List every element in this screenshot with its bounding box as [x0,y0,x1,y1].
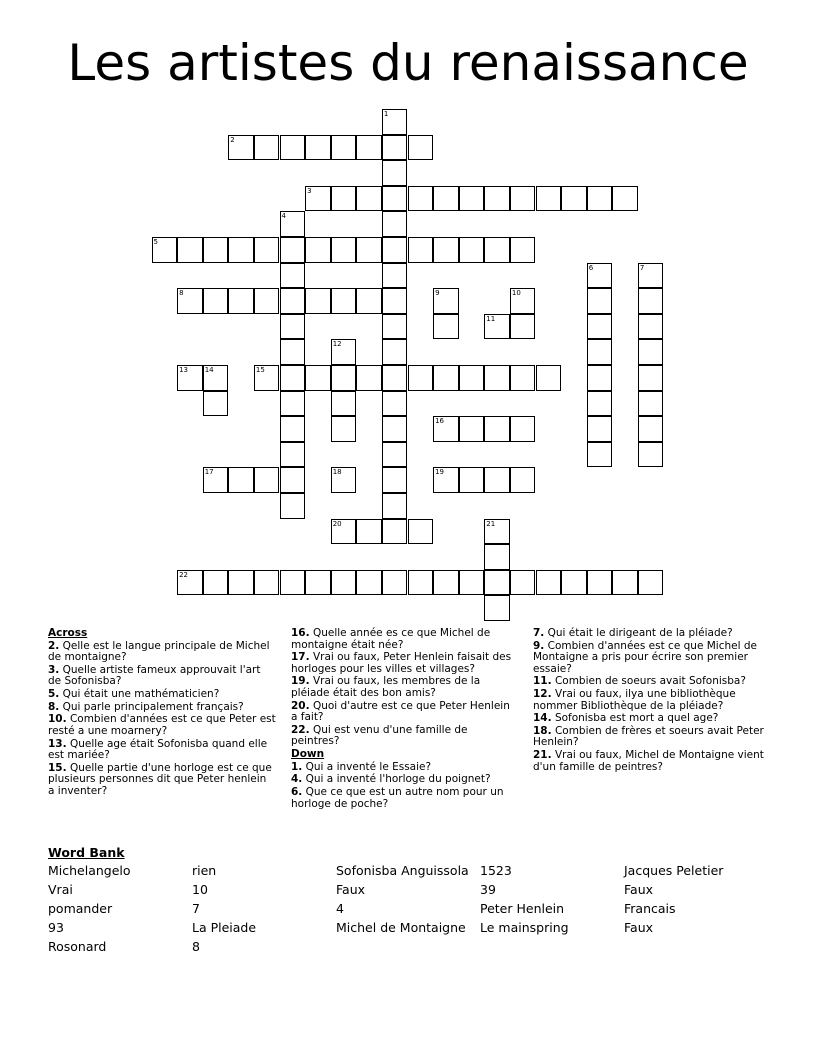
grid-cell[interactable] [331,570,357,596]
grid-cell[interactable] [433,570,459,596]
grid-cell[interactable] [331,391,357,417]
clue-number: 4. [291,773,303,786]
grid-cell[interactable] [587,442,613,468]
word-bank-word: 39 [480,882,496,897]
grid-cell[interactable] [459,365,485,391]
grid-cell[interactable] [408,570,434,596]
grid-cell[interactable] [280,493,306,519]
grid-cell[interactable] [228,135,254,161]
grid-cell[interactable] [177,237,203,263]
grid-cell[interactable] [382,467,408,493]
clue-number: 1 [383,110,389,118]
grid-cell[interactable] [433,314,459,340]
grid-cell[interactable] [228,288,254,314]
clue [533,628,765,640]
grid-cell[interactable] [254,288,280,314]
clue [291,762,515,774]
clue-number: 3 [307,186,312,195]
clue-number: 5. [48,688,60,701]
clue-text: Qui était le dirigeant de la pléiade? [544,627,733,639]
across-header: Across [48,627,88,639]
word-bank-word: rien [192,863,217,878]
grid-cell[interactable] [228,467,254,493]
grid-cell[interactable] [484,186,510,212]
grid-cell[interactable] [305,186,331,212]
grid-cell[interactable] [382,135,408,161]
clue-text: Vrai ou faux, Michel de Montaigne vient d'un famille de peintres? [533,749,764,773]
grid-cell[interactable] [254,135,280,161]
clue [48,641,276,664]
grid-cell[interactable] [152,237,178,263]
grid-cell[interactable] [382,288,408,314]
grid-cell[interactable] [587,391,613,417]
page-title: Les artistes du renaissance [67,34,749,92]
grid-cell[interactable] [280,570,306,596]
grid-cell[interactable] [510,314,536,340]
grid-cell[interactable] [587,186,613,212]
grid-cell[interactable] [331,467,357,493]
clues-column-2 [291,628,515,811]
clue-number: 9 [435,289,440,298]
grid-cell[interactable] [587,570,613,596]
grid-cell[interactable] [382,442,408,468]
clue-number: 10 [511,289,521,298]
grid-cell[interactable] [356,135,382,161]
grid-cell[interactable] [484,314,510,340]
grid-cell[interactable] [203,570,229,596]
clue-text: Qui parle principalement français? [59,700,244,713]
clue-number: 20 [332,519,342,528]
grid-cell[interactable] [587,416,613,442]
word-bank-word: Faux [624,882,654,897]
grid-cell[interactable] [382,416,408,442]
grid-cell[interactable] [177,570,203,596]
clue-text: Quoi d'autre est ce que Peter Henlein a fait? [291,699,510,724]
grid-cell[interactable] [638,391,664,417]
clue [291,701,515,724]
grid-cell[interactable] [305,237,331,263]
clue-text: Qui a inventé le Essaie? [302,760,432,773]
clue-number: 14. [533,712,552,725]
grid-cell[interactable] [510,416,536,442]
clue-text: Que ce que est un autre nom pour un horloge de poche? [291,786,504,810]
clue-number: 22. [291,723,310,736]
grid-cell[interactable] [587,288,613,314]
grid-cell[interactable] [638,365,664,391]
word-bank-word: Faux [624,920,654,935]
grid-cell[interactable] [305,135,331,161]
word-bank-column [48,861,131,956]
grid-cell[interactable] [484,467,510,493]
grid-cell[interactable] [561,570,587,596]
word-bank-word: Jacques Peletier [624,863,724,878]
clue-text: Combien d'années est ce que Peter est resté a une moarnery? [48,713,276,737]
clue-text: Quelle année es ce que Michel de montaigne était née? [291,627,491,651]
grid-cell[interactable] [510,186,536,212]
grid-cell[interactable] [331,416,357,442]
grid-cell[interactable] [382,391,408,417]
clue-text: Qelle est le langue principale de Michel de montaigne? [48,639,270,664]
clue-number: 19. [291,675,310,688]
word-bank-word: Le mainspring [480,920,569,935]
grid-cell[interactable] [203,365,229,391]
word-bank-word: 8 [192,939,200,954]
clue-number: 8. [48,700,60,713]
grid-cell[interactable] [280,314,306,340]
grid-cell[interactable] [484,595,510,621]
grid-cell[interactable] [382,314,408,340]
grid-cell[interactable] [280,467,306,493]
clue-number: 14 [204,366,214,374]
grid-cell[interactable] [356,365,382,391]
grid-cell[interactable] [638,442,664,468]
clue-text: Vrai ou faux, les membres de la pléiade était des bon amis? [291,675,481,699]
grid-cell[interactable] [382,493,408,519]
grid-cell[interactable] [408,135,434,161]
down-clue-list [291,762,515,810]
clue [291,774,515,786]
grid-cell[interactable] [638,416,664,442]
grid-cell[interactable] [484,570,510,596]
clue-number: 1. [291,760,303,773]
grid-cell[interactable] [587,339,613,365]
clue [48,689,276,701]
grid-cell[interactable] [305,288,331,314]
grid-cell[interactable] [408,237,434,263]
grid-cell[interactable] [356,519,382,545]
clue-text: Vrai ou faux, ilya une bibliothèque nommer Bibliothèque de la pléiade? [533,688,736,712]
clues-column-3 [533,628,765,774]
clue-text: Combien de frères et soeurs avait Peter Henlein? [533,724,764,749]
word-bank-word: Peter Henlein [480,901,565,916]
grid-cell[interactable] [612,570,638,596]
clue-number: 4 [281,212,286,221]
grid-cell[interactable] [382,160,408,186]
word-bank-word: Vrai [48,882,73,897]
grid-cell[interactable] [433,365,459,391]
grid-cell[interactable] [356,570,382,596]
grid-cell[interactable] [638,314,664,340]
grid-cell[interactable] [638,570,664,596]
down-clue-list-continued [533,628,765,773]
grid-cell[interactable] [254,365,280,391]
clue [291,787,515,810]
grid-cell[interactable] [638,339,664,365]
grid-cell[interactable] [484,237,510,263]
clue-text: Quelle partie d'une horloge est ce que plusieurs personnes dit que Peter henlein a inventer? [48,761,272,797]
grid-cell[interactable] [203,391,229,417]
grid-cell[interactable] [280,391,306,417]
grid-cell[interactable] [382,570,408,596]
clue-number: 8 [179,289,184,298]
clue-number: 9. [533,639,545,652]
grid-cell[interactable] [228,570,254,596]
clue-number: 16. [291,627,310,639]
grid-cell[interactable] [408,186,434,212]
grid-cell[interactable] [280,339,306,365]
clue-number: 6 [588,263,594,272]
grid-cell[interactable] [484,519,510,545]
clue-number: 3. [48,663,60,676]
clue-number: 15 [255,366,265,374]
grid-cell[interactable] [484,544,510,570]
clues-column-1 [48,628,276,799]
grid-cell[interactable] [177,365,203,391]
grid-cell[interactable] [587,263,613,289]
grid-cell[interactable] [638,263,664,289]
clue [291,652,515,675]
grid-cell[interactable] [382,186,408,212]
grid-cell[interactable] [433,288,459,314]
down-header: Down [291,747,325,760]
clue-number: 15. [48,761,67,774]
grid-cell[interactable] [331,519,357,545]
grid-cell[interactable] [484,365,510,391]
word-bank-word: pomander [48,901,113,916]
clue-number: 7 [639,263,645,272]
word-bank-column [480,861,569,937]
grid-cell[interactable] [510,570,536,596]
grid-cell[interactable] [382,109,408,135]
clue-number: 6. [291,786,303,798]
grid-cell[interactable] [331,288,357,314]
grid-cell[interactable] [510,237,536,263]
grid-cell[interactable] [280,135,306,161]
grid-cell[interactable] [331,135,357,161]
grid-cell[interactable] [280,288,306,314]
clue-text: Qui est venu d'une famille de peintres? [291,723,468,748]
clue [533,750,765,773]
grid-cell[interactable] [280,237,306,263]
word-bank-column [624,861,723,937]
clue [291,725,515,748]
clue-number: 18. [533,724,552,737]
word-bank-word: 10 [192,882,208,897]
grid-cell[interactable] [459,237,485,263]
grid-cell[interactable] [433,237,459,263]
word-bank-word: Francais [624,901,676,916]
grid-cell[interactable] [280,365,306,391]
word-bank-column [336,861,469,937]
grid-cell[interactable] [382,211,408,237]
clue [48,665,276,688]
clue-number: 10. [48,713,67,726]
grid-cell[interactable] [587,314,613,340]
grid-cell[interactable] [280,211,306,237]
clue-text: Combien de soeurs avait Sofonisba? [551,675,746,688]
clue-number: 21 [486,519,496,528]
grid-cell[interactable] [280,442,306,468]
clue [533,641,765,676]
clue-number: 18 [332,468,342,477]
grid-cell[interactable] [638,288,664,314]
grid-cell[interactable] [536,365,562,391]
grid-cell[interactable] [280,416,306,442]
clue-text: Qui a inventé l'horloge du poignet? [302,773,491,786]
clue [533,689,765,712]
grid-cell[interactable] [203,288,229,314]
grid-cell[interactable] [612,186,638,212]
grid-cell[interactable] [280,263,306,289]
grid-cell[interactable] [382,263,408,289]
clue [533,726,765,749]
clue-text: Vrai ou faux, Peter Henlein faisait des horloges pour les villes et villages? [291,651,512,675]
grid-cell[interactable] [382,237,408,263]
grid-cell[interactable] [510,365,536,391]
clue [48,702,276,714]
clue [291,628,515,651]
grid-cell[interactable] [459,570,485,596]
clue-text: Qui était une mathématicien? [59,688,220,701]
grid-cell[interactable] [305,365,331,391]
clue-number: 13. [48,737,67,750]
grid-cell[interactable] [459,186,485,212]
grid-cell[interactable] [203,467,229,493]
word-bank-word: Faux [336,882,366,897]
grid-cell[interactable] [382,519,408,545]
grid-cell[interactable] [459,416,485,442]
clue-number: 13 [179,366,189,374]
clue-text: Combien d'années est ce que Michel de Montaigne a pris pour écrire son premier essaie? [533,639,757,675]
grid-cell[interactable] [408,365,434,391]
grid-cell[interactable] [459,467,485,493]
word-bank-word: 1523 [480,863,512,878]
clue [533,676,765,688]
clue [48,714,276,737]
clue-number: 11 [486,314,496,323]
grid-cell[interactable] [331,339,357,365]
clue-text: Quelle age était Sofonisba quand elle est mariée? [48,737,268,762]
clue-text: Quelle artiste fameux approuvait l'art de Sofonisba? [48,663,261,688]
across-clue-list [48,641,276,798]
grid-cell[interactable] [356,237,382,263]
grid-cell[interactable] [356,288,382,314]
grid-cell[interactable] [433,467,459,493]
word-bank-word: Sofonisba Anguissola [336,863,469,878]
grid-cell[interactable] [536,186,562,212]
grid-cell[interactable] [484,416,510,442]
grid-cell[interactable] [587,365,613,391]
grid-cell[interactable] [177,288,203,314]
clue [48,763,276,798]
clue-number: 7. [533,627,545,639]
grid-cell[interactable] [356,186,382,212]
word-bank-word: 7 [192,901,200,916]
grid-cell[interactable] [228,237,254,263]
clue-number: 2 [230,135,235,144]
clue-number: 17 [204,468,214,477]
clue-text: Sofonisba est mort a quel age? [551,712,719,725]
clue-number: 2. [48,639,60,652]
clue-number: 21. [533,749,552,762]
word-bank-word: La Pleiade [192,920,257,935]
word-bank-word: Michel de Montaigne [336,920,466,935]
grid-cell[interactable] [408,519,434,545]
clue [48,739,276,762]
grid-cell[interactable] [254,570,280,596]
word-bank-word: Michelangelo [48,863,131,878]
grid-cell[interactable] [561,186,587,212]
grid-cell[interactable] [382,365,408,391]
clue-number: 12 [332,340,342,349]
grid-cell[interactable] [382,339,408,365]
clue-number: 17. [291,651,310,664]
clue-number: 22 [179,570,189,579]
word-bank-column [192,861,256,956]
clue [533,713,765,725]
clue-number: 11. [533,675,552,688]
word-bank-word: 93 [48,920,64,935]
clue [291,676,515,699]
grid-cell[interactable] [331,237,357,263]
word-bank-word: Rosonard [48,939,107,954]
word-bank-title: Word Bank [48,845,125,860]
grid-cell[interactable] [433,186,459,212]
clue-number: 5 [153,238,158,246]
grid-cell[interactable] [331,186,357,212]
clue-number: 19 [435,468,445,477]
grid-cell[interactable] [433,416,459,442]
grid-cell[interactable] [203,237,229,263]
clue-number: 12. [533,688,552,701]
clue-number: 20. [291,699,310,712]
grid-cell[interactable] [254,237,280,263]
grid-cell[interactable] [510,288,536,314]
grid-cell[interactable] [536,570,562,596]
grid-cell[interactable] [254,467,280,493]
across-clue-list-continued [291,628,515,748]
grid-cell[interactable] [331,365,357,391]
word-bank-word: 4 [336,901,344,916]
grid-cell[interactable] [510,467,536,493]
grid-cell[interactable] [305,570,331,596]
clue-number: 16 [435,417,445,426]
